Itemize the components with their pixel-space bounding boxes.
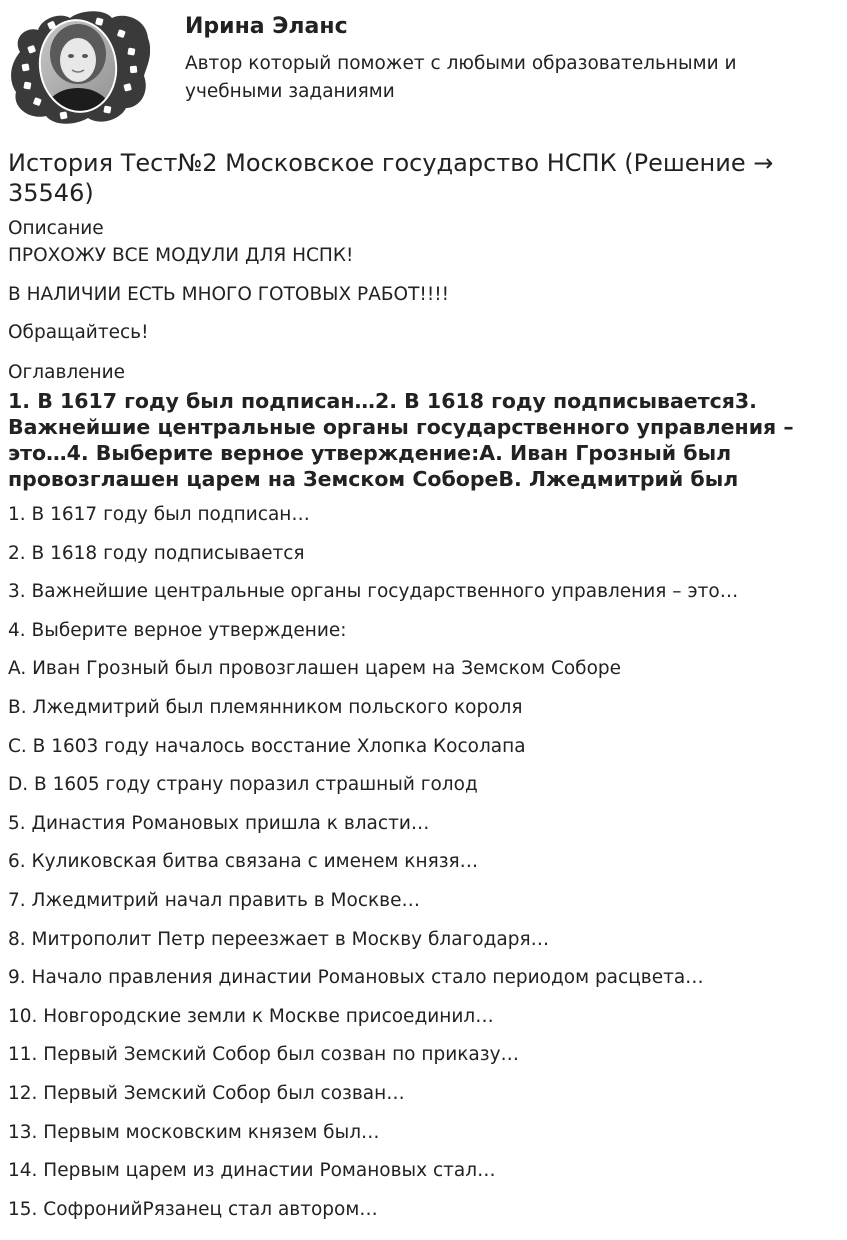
toc-item: 10. Новгородские земли к Москве присоединил… [8, 1005, 494, 1027]
toc-item: 12. Первый Земский Собор был созван… [8, 1082, 405, 1104]
description-line: Обращайтесь! [8, 322, 149, 343]
toc-item: C. В 1603 году началось восстание Хлопка Косолапа [8, 735, 526, 757]
toc-item: 3. Важнейшие центральные органы государственного управления – это… [8, 581, 739, 603]
toc-item: 7. Лжедмитрий начал править в Москве… [8, 889, 420, 911]
toc-item: 8. Митрополит Петр переезжает в Москву благодаря… [8, 928, 550, 950]
toc-item: 9. Начало правления династии Романовых стало периодом расцвета… [8, 967, 704, 989]
author-header [8, 8, 838, 126]
toc-item: B. Лжедмитрий был племянником польского короля [8, 696, 523, 718]
document-title: История Тест№2 Московское государство НСПК (Решение → 35546) [8, 149, 774, 207]
author-avatar[interactable] [8, 8, 150, 126]
toc-item: 4. Выберите верное утверждение: [8, 619, 347, 641]
description-line: ПРОХОЖУ ВСЕ МОДУЛИ ДЛЯ НСПК! [8, 245, 354, 266]
toc-item: 13. Первым московским князем был… [8, 1121, 380, 1143]
toc-item: 2. В 1618 году подписывается [8, 542, 305, 564]
toc-label: Оглавление [8, 362, 126, 383]
description-label: Описание [8, 218, 104, 239]
author-bio: Автор который поможет с любыми образовательными и учебными заданиями [185, 53, 737, 102]
description-line: В НАЛИЧИИ ЕСТЬ МНОГО ГОТОВЫХ РАБОТ!!!! [8, 284, 450, 305]
toc-summary: 1. В 1617 году был подписан…2. В 1618 году подписывается3. Важнейшие центральные органы государственного управления – это…4. Выберите верное утверждение:А. Иван Грозный был провозглашен царем на Земском СобореВ. Лжедмитрий был [8, 389, 794, 491]
toc-item: 11. Первый Земский Собор был созван по приказу… [8, 1044, 520, 1066]
toc-item: 1. В 1617 году был подписан… [8, 504, 310, 525]
toc-item: 6. Куликовская битва связана с именем князя… [8, 851, 479, 873]
toc-item: 5. Династия Романовых пришла к власти… [8, 812, 430, 834]
author-name[interactable]: Ирина Эланс [185, 14, 348, 39]
toc-item: D. В 1605 году страну поразил страшный голод [8, 774, 478, 796]
toc-item: 15. СофронийРязанец стал автором… [8, 1198, 378, 1220]
toc-item: 14. Первым царем из династии Романовых стал… [8, 1160, 496, 1182]
toc-item: A. Иван Грозный был провозглашен царем на Земском Соборе [8, 658, 622, 680]
toc-list [8, 503, 838, 1236]
